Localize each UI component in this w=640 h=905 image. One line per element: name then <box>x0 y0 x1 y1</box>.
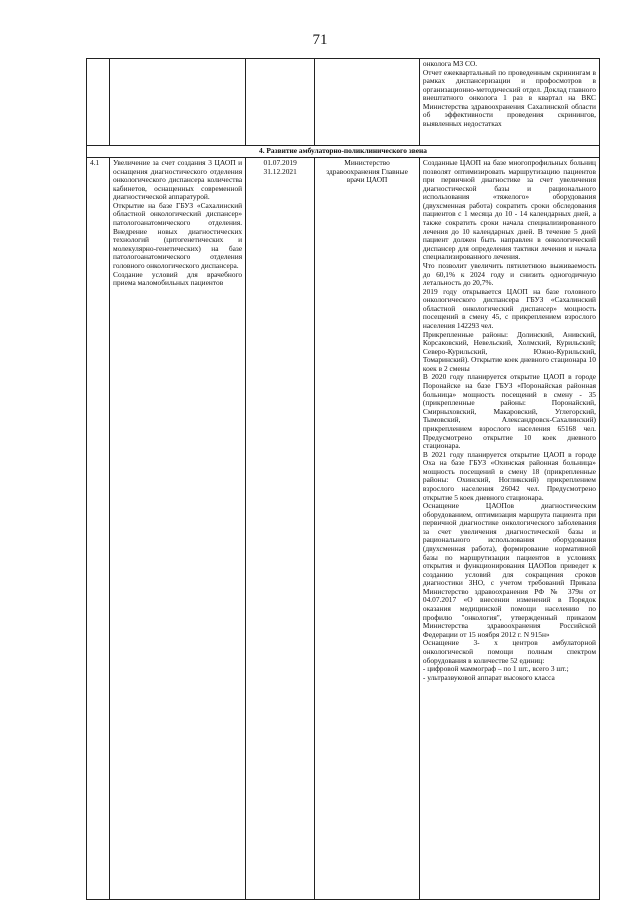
plan-table <box>86 58 600 900</box>
result-paragraph: - цифровой маммограф – по 1 шт., всего 3 шт.; <box>422 664 569 674</box>
cell-report-text: онколога МЗ СО. Отчет ежеквартальный по проведенным скринингам в рамках диспансеризации и профосмотров в организационно-методический отдел. Доклад главного внештатного онколога 1 раз в квартал на ВКС Министерства здравоохранения Сахалинской области об эффективности проведения скринингов, выявленных недостатках <box>419 59 599 146</box>
cell-responsible-empty <box>315 59 420 146</box>
cell-measure-empty <box>110 59 246 146</box>
row-number: 4.1 <box>87 158 110 900</box>
measure-paragraph-3: Создание условий для врачебного приема маломобильных пациентов <box>113 269 243 288</box>
cell-number-empty <box>87 59 110 146</box>
result-paragraph: В 2020 году планируется открытие ЦАОП в городе Поронайске на базе ГБУЗ «Поронайская районная больница» мощность посещений в смену - 35 (прикрепленные районы: Поронайский, Смирныховский, Макаровский, Углегорский, Тымовский, Александровск-Сахалинский) прикреплением взрослого населения 65168 чел. Предусмотрено открытие 10 коек дневного стационара. <box>422 372 596 451</box>
result-paragraph: Что позволит увеличить пятилетнюю выживаемость до 60,1% к 2024 году и снизить одногодичную летальность до 20,7%. <box>422 260 596 288</box>
result-paragraph: Оснащение 3- х центров амбулаторной онкологической помощи полным спектром оборудования в количестве 52 единиц: <box>422 638 596 665</box>
cell-responsible: Министерство здравоохранения Главные врачи ЦАОП <box>315 158 420 900</box>
cell-result <box>419 158 599 900</box>
result-paragraph: Оснащение ЦАОПов диагностическим оборудованием, оптимизация маршрута пациента при первичной диагностике онкологического заболевания за счет увеличения диагностической базы и рационального использования оборудования (двухсменная работа), формирование нормативной базы по маршрутизации пациентов в условиях открытия и функционирования ЦАОПов приведет к созданию условий для сокращения сроков диагностики ЗНО, с учетом требований Приказа Министерство здравоохранения РФ № 379н от 04.07.2017 «О внесении изменений в Порядок оказания медицинской помощи населению по профилю "онкология", утвержденный приказом Министерства здравоохранения Российской Федерации от 15 ноября 2012 г. N 915н» <box>422 501 596 639</box>
date-start: 01.07.2019 <box>263 158 297 167</box>
page-number: 71 <box>312 32 328 48</box>
date-end: 31.12.2021 <box>263 166 297 176</box>
measure-paragraph-2: Открытие на базе ГБУЗ «Сахалинский областной онкологический диспансер» патологоанатомического отделения. Внедрение новых диагностических технологий (цитогенетических и молекулярно-генетических) на базе патологоанатомического отделения головного онкологического диспансера. <box>113 200 243 270</box>
result-paragraph: - ультразвуковой аппарат высокого класса <box>422 672 555 682</box>
section-header-row <box>87 146 600 158</box>
result-paragraph: Прикрепленные районы: Долинский, Анивский, Корсаковский, Невельский, Холмский, Курильский; Северо-Курильский, Южно-Курильский, Томаринский). Открытие коек дневного стационара 10 коек в 2 смены <box>422 329 596 373</box>
measure-paragraph-1: Увеличение за счет создания 3 ЦАОП и оснащения диагностического отделения онкологического диспансера количества кабинетов, оснащенных современной диагностической аппаратурой. <box>113 158 243 202</box>
cell-measure <box>110 158 246 900</box>
table-row-4-1 <box>87 158 600 900</box>
cell-dates <box>246 158 315 900</box>
result-paragraph: 2019 году открывается ЦАОП на базе головного онкологического диспансера ГБУЗ «Сахалинский областной онкологический диспансер» мощность посещений в смену 45, с прикреплением взрослого населения 142293 чел. <box>422 286 596 330</box>
result-paragraph: В 2021 году планируется открытие ЦАОП в городе Оха на базе ГБУЗ «Охинская районная больница» мощность посещений в смену 18 (прикрепленные районы: Охинский, Ногликский) прикреплением взрослого населения 26042 чел. Предусмотрено открытие 5 коек дневного стационара. <box>422 449 596 502</box>
cell-dates-empty <box>246 59 315 146</box>
section-header: 4. Развитие амбулаторно-поликлинического звена <box>87 146 600 158</box>
result-paragraph: Созданные ЦАОП на базе многопрофильных больниц позволят оптимизировать маршрутизацию пациентов при первичной диагностике за счет увеличения диагностической базы и рационального использования «тяжелого» оборудования (двухсменная работа) сократить сроки обследования пациентов с 1 месяца до 10 - 14 календарных дней, а также сократить сроки начала специализированного лечения до 10 календарных дней. В течение 5 дней пациент должен быть направлен в онкологический диспансер для определения тактики лечения и начала специализированного лечения. <box>422 158 596 262</box>
table-row-continuation <box>87 59 600 146</box>
